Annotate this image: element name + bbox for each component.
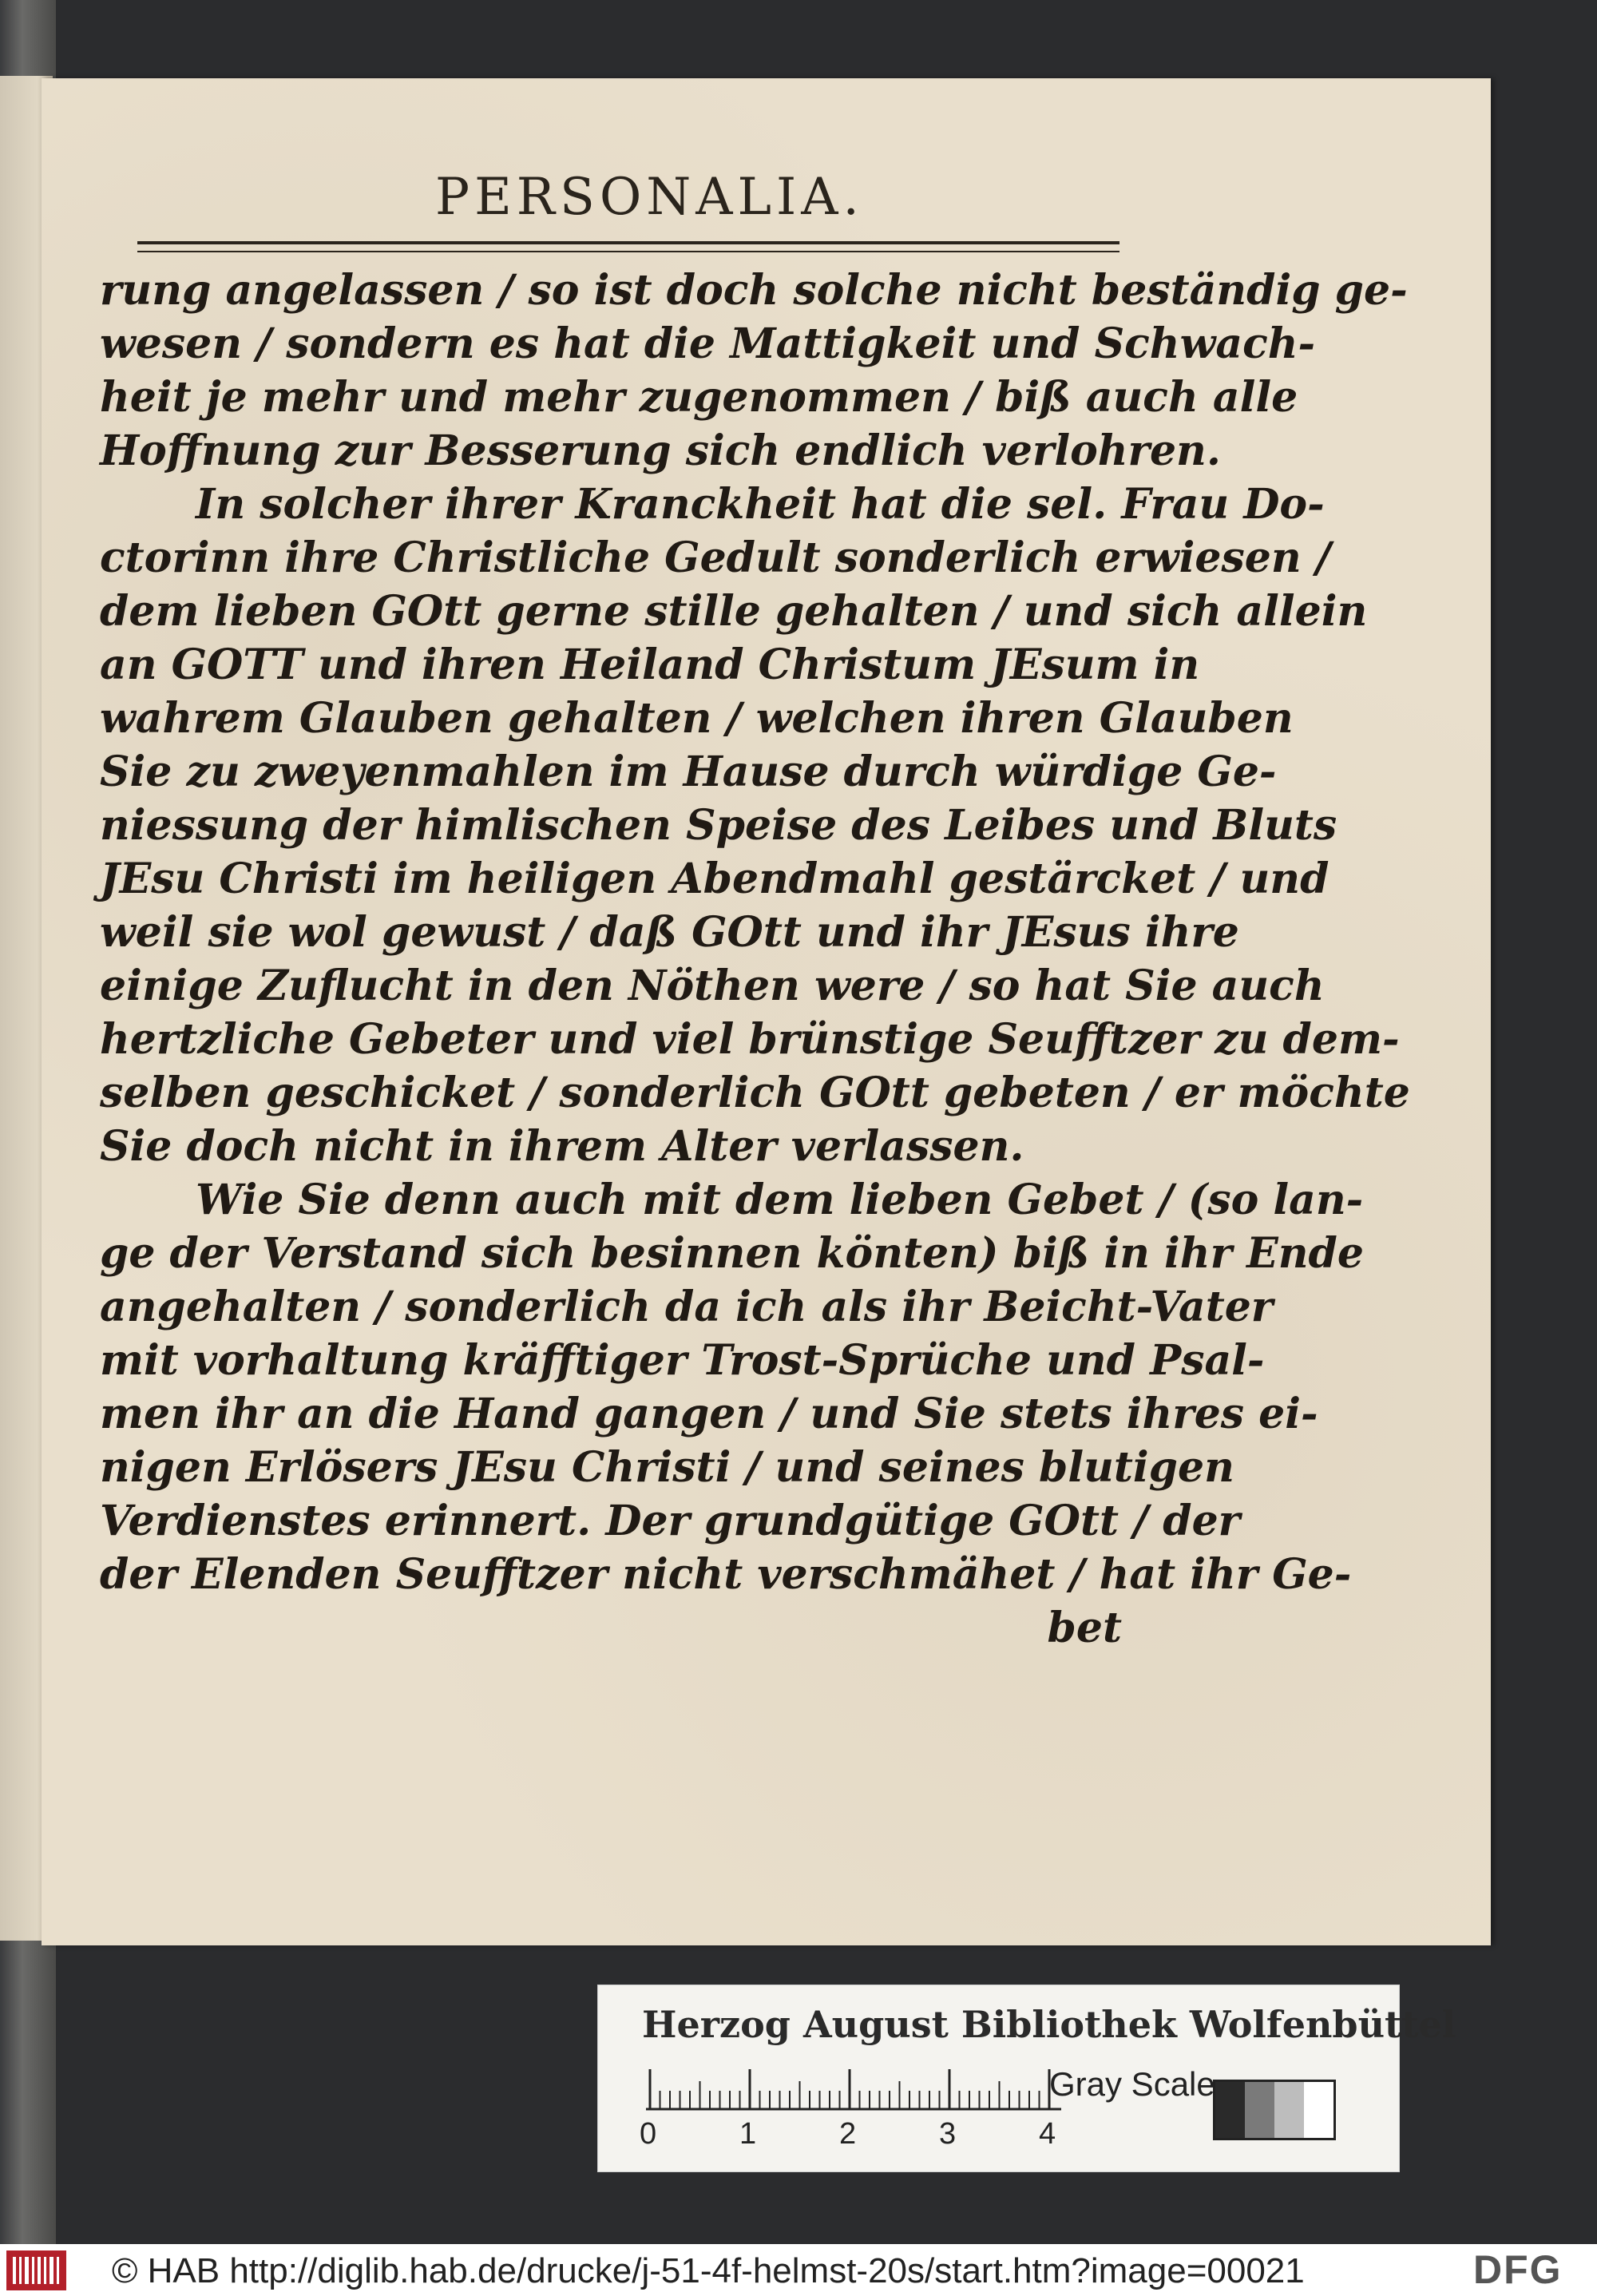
gray-swatch bbox=[1274, 2082, 1304, 2138]
show-through-text bbox=[521, 1711, 856, 1783]
text-line: selben geschicket / sonderlich GOtt gebeten / er möchte bbox=[100, 1069, 1410, 1117]
ruler-scale bbox=[646, 2065, 1061, 2113]
ruler-number: 1 bbox=[739, 2117, 757, 2151]
gray-scale-swatches bbox=[1213, 2080, 1336, 2140]
catchword: bet bbox=[1047, 1604, 1122, 1652]
footer-bar bbox=[0, 2244, 1597, 2296]
running-head: PERSONALIA. bbox=[435, 168, 864, 227]
text-line: angehalten / sonderlich da ich als ihr Beicht-Vater bbox=[100, 1283, 1274, 1331]
text-line: mit vorhaltung kräfftiger Trost-Sprüche und Psal- bbox=[100, 1336, 1265, 1385]
text-line: Sie doch nicht in ihrem Alter verlassen. bbox=[100, 1122, 1024, 1171]
gray-swatch bbox=[1304, 2082, 1333, 2138]
text-line: nigen Erlösers JEsu Christi / und seines blutigen bbox=[100, 1443, 1234, 1492]
text-line: weil sie wol gewust / daß GOtt und ihr JEsus ihre bbox=[100, 908, 1239, 957]
dfg-logo: DFG bbox=[1473, 2247, 1563, 2292]
text-line: wesen / sondern es hat die Mattigkeit und Schwach- bbox=[100, 319, 1316, 368]
text-line: JEsu Christi im heiligen Abendmahl gestärcket / und bbox=[100, 855, 1330, 903]
text-line: an GOTT und ihren Heiland Christum JEsum in bbox=[100, 640, 1200, 689]
text-line: Sie zu zweyenmahlen im Hause durch würdige Ge- bbox=[100, 747, 1277, 796]
text-line: Wie Sie denn auch mit dem lieben Gebet / (so lan- bbox=[196, 1176, 1364, 1224]
text-line: rung angelassen / so ist doch solche nicht beständig ge- bbox=[100, 266, 1408, 315]
text-line: Hoffnung zur Besserung sich endlich verlohren. bbox=[100, 426, 1221, 475]
library-name: Herzog August Bibliothek Wolfenbüttel bbox=[642, 2003, 1456, 2046]
ruler-number: 3 bbox=[939, 2117, 957, 2151]
text-line: ge der Verstand sich besinnen könten) biß in ihr Ende bbox=[100, 1229, 1364, 1278]
text-line: wahrem Glauben gehalten / welchen ihren Glauben bbox=[100, 694, 1294, 743]
barcode-logo-icon bbox=[6, 2250, 66, 2290]
text-line: In solcher ihrer Kranckheit hat die sel. Frau Do- bbox=[196, 480, 1325, 529]
head-rule bbox=[137, 241, 1119, 252]
ruler-number: 4 bbox=[1039, 2117, 1056, 2151]
ruler-numbers bbox=[640, 2117, 1087, 2157]
text-line: ctorinn ihre Christliche Gedult sonderlich erwiesen / bbox=[100, 533, 1331, 582]
text-line: dem lieben GOtt gerne stille gehalten / und sich allein bbox=[100, 587, 1368, 636]
text-line: Verdienstes erinnert. Der grundgütige GOtt / der bbox=[100, 1497, 1241, 1545]
text-line: niessung der himlischen Speise des Leibes und Bluts bbox=[100, 801, 1337, 850]
ruler-number: 2 bbox=[839, 2117, 857, 2151]
source-url: © HAB http://diglib.hab.de/drucke/j-51-4f-helmst-20s/start.htm?image=00021 bbox=[112, 2251, 1305, 2290]
page-text bbox=[100, 264, 1410, 1655]
text-line: men ihr an die Hand gangen / und Sie stets ihres ei- bbox=[100, 1390, 1318, 1438]
gray-swatch bbox=[1245, 2082, 1274, 2138]
text-line: einige Zuflucht in den Nöthen were / so hat Sie auch bbox=[100, 962, 1325, 1010]
color-calibration-card bbox=[597, 1985, 1456, 2172]
gray-scale-label: Gray Scale bbox=[1049, 2065, 1215, 2103]
gray-swatch bbox=[1215, 2082, 1245, 2138]
ruler-number: 0 bbox=[640, 2117, 657, 2151]
text-line: der Elenden Seufftzer nicht verschmähet / hat ihr Ge- bbox=[100, 1550, 1352, 1599]
text-line: heit je mehr und mehr zugenommen / biß auch alle bbox=[100, 373, 1298, 422]
text-line: hertzliche Gebeter und viel brünstige Seufftzer zu dem- bbox=[100, 1015, 1400, 1064]
